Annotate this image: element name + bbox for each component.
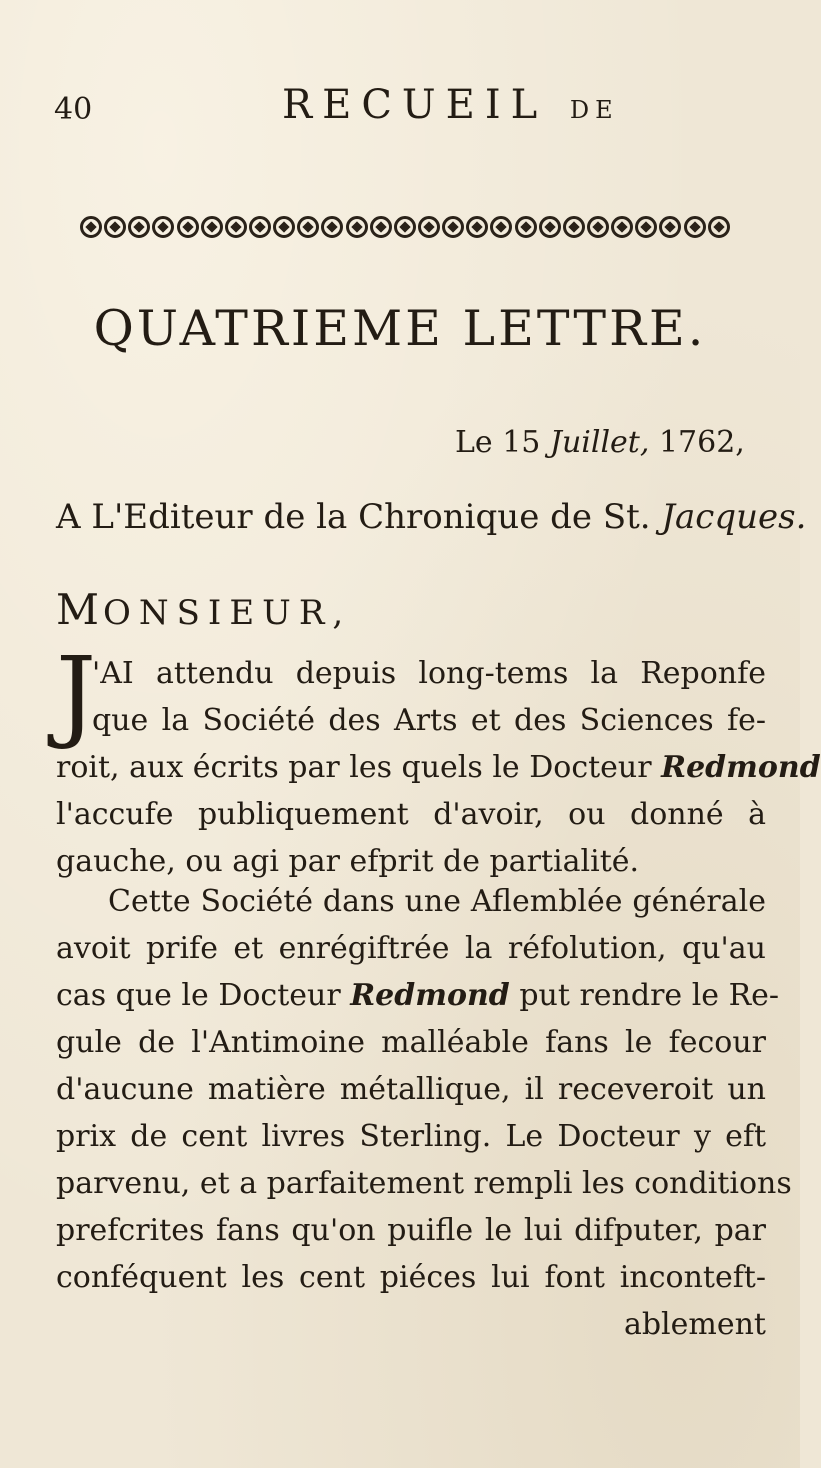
running-head <box>282 82 619 128</box>
ornament-rosette-icon <box>418 216 440 238</box>
paragraph-line: gule de l'Antimoine malléable fans le fecour <box>56 1025 766 1060</box>
ornament-rosette-icon <box>563 216 585 238</box>
catchword: ablement <box>623 1307 766 1342</box>
address-italic: Jacques. <box>661 497 807 537</box>
address-line <box>56 497 806 537</box>
ornament-rosette-icon <box>684 216 706 238</box>
ornament-band <box>80 210 730 244</box>
ornament-rosette-icon <box>225 216 247 238</box>
ornament-rosette-icon <box>708 216 730 238</box>
ornament-rosette-icon <box>80 216 102 238</box>
paragraph-line: l'accufe publiquement d'avoir, ou donné à <box>56 797 766 832</box>
paragraph-line: prix de cent livres Sterling. Le Docteur y eft <box>56 1119 766 1154</box>
page-header <box>54 78 754 128</box>
ornament-rosette-icon <box>466 216 488 238</box>
running-head-main: RECUEIL <box>282 82 548 128</box>
line-italic: Redmond <box>661 750 821 785</box>
salutation <box>56 585 351 634</box>
ornament-rosette-icon <box>442 216 464 238</box>
line-text: roit, aux écrits par les quels le Docteur <box>56 750 662 785</box>
line-text: put rendre le Re- <box>509 978 780 1013</box>
ornament-rosette-icon <box>152 216 174 238</box>
line-italic: Redmond <box>350 978 510 1013</box>
paragraph-line: que la Société des Arts et des Sciences fe- <box>92 703 766 738</box>
paragraph-line <box>56 744 821 791</box>
paragraph-line: prefcrites fans qu'on puifle le lui difputer, par <box>56 1213 766 1248</box>
ornament-rosette-icon <box>611 216 633 238</box>
ornament-rosette-icon <box>635 216 657 238</box>
letter-title: QUATRIEME LETTRE. <box>93 300 707 357</box>
paragraph-line: avoit prife et enrégiftrée la réfolution, qu'au <box>56 931 766 966</box>
ornament-rosette-icon <box>104 216 126 238</box>
ornament-rosette-icon <box>321 216 343 238</box>
ornament-rosette-icon <box>297 216 319 238</box>
date-month: Juillet, <box>549 425 650 460</box>
drop-cap: J <box>56 635 97 752</box>
ornament-rosette-icon <box>273 216 295 238</box>
paragraph-line: Cette Société dans une Aflemblée générale <box>108 884 766 919</box>
ornament-rosette-icon <box>515 216 537 238</box>
ornament-rosette-icon <box>201 216 223 238</box>
date-year: 1762, <box>649 425 745 460</box>
ornament-rosette-icon <box>539 216 561 238</box>
paragraph-line: d'aucune matière métallique, il receveroit un <box>56 1072 766 1107</box>
paragraph-1 <box>56 650 821 885</box>
ornament-rosette-icon <box>177 216 199 238</box>
salutation-cap: M <box>56 585 104 634</box>
ornament-rosette-icon <box>370 216 392 238</box>
ornament-rosette-icon <box>587 216 609 238</box>
ornament-rosette-icon <box>128 216 150 238</box>
paragraph-line <box>56 972 780 1019</box>
running-head-small: DE <box>569 96 619 124</box>
ornament-rosette-icon <box>394 216 416 238</box>
ornament-rosette-icon <box>490 216 512 238</box>
paragraph-line: conféquent les cent piéces lui font inconteft- <box>56 1260 766 1295</box>
date-prefix: Le 15 <box>455 425 550 460</box>
date-line <box>455 425 745 460</box>
paragraph-line: 'AI attendu depuis long-tems la Reponfe <box>92 656 766 691</box>
paragraph-line: gauche, ou agi par efprit de partialité. <box>56 844 640 879</box>
address-prefix: A L'Editeur de la Chronique de St. <box>56 497 662 537</box>
ornament-rosette-icon <box>249 216 271 238</box>
page-number: 40 <box>54 92 93 127</box>
salutation-rest: ONSIEUR, <box>103 593 352 633</box>
paragraph-line: parvenu, et a parfaitement rempli les conditions <box>56 1166 792 1201</box>
line-text: cas que le Docteur <box>56 978 351 1013</box>
ornament-rosette-icon <box>346 216 368 238</box>
paragraph-2 <box>56 878 792 1348</box>
ornament-rosette-icon <box>659 216 681 238</box>
